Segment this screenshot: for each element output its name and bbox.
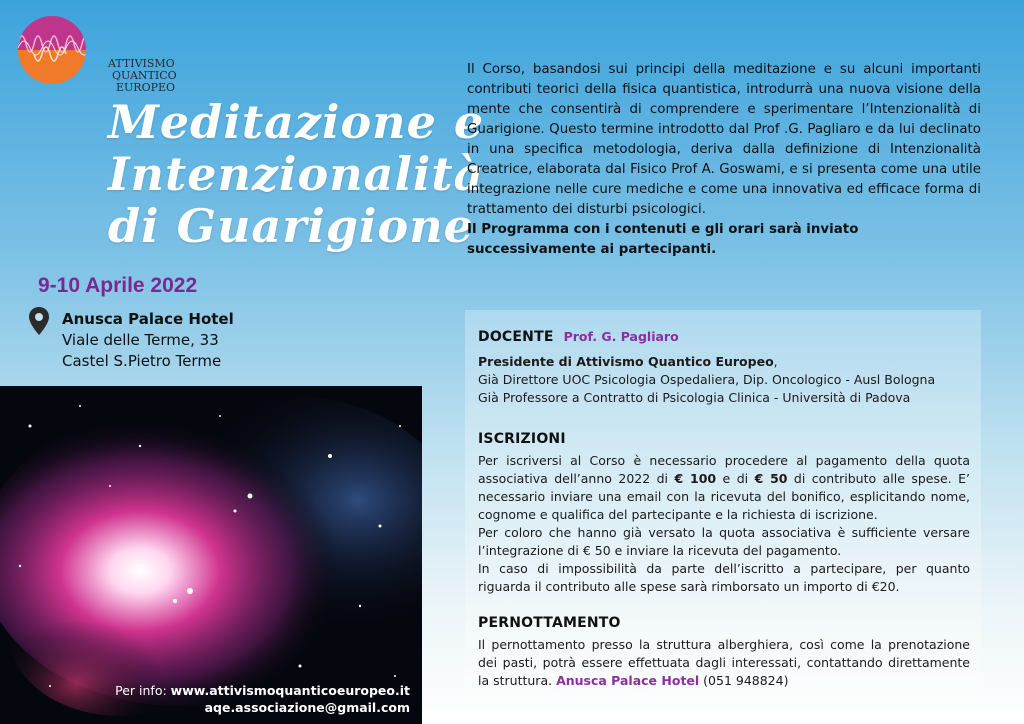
website-link[interactable]: www.attivismoquanticoeuropeo.it: [170, 683, 410, 698]
logo: [14, 14, 177, 94]
docente-heading: DOCENTE: [478, 329, 554, 345]
email-link[interactable]: aqe.associazione@gmail.com: [204, 700, 410, 715]
wave-circle-logo-icon: [14, 14, 94, 86]
event-title: [108, 95, 485, 253]
iscrizioni-section: [478, 430, 970, 596]
iscrizioni-heading: ISCRIZIONI: [478, 431, 566, 447]
docente-role-1-tail: ,: [773, 354, 778, 369]
iscrizioni-paragraph-2: Per coloro che hanno già versato la quota associativa è sufficiente versare l’integrazione di € 50 e inviare la ricevuta del pagamento.: [478, 525, 970, 558]
pernottamento-section: [478, 614, 970, 690]
program-note: Il Programma con i contenuti e gli orari sarà inviato successivamente ai partecipanti.: [467, 222, 859, 257]
docente-role-1: Presidente di Attivismo Quantico Europeo: [478, 354, 774, 369]
event-date: 9-10 Aprile 2022: [38, 274, 198, 297]
iscrizioni-text: e di: [716, 471, 755, 486]
docente-section: [478, 326, 974, 407]
logo-line: QUANTICO: [112, 69, 177, 82]
iscrizioni-paragraph-3: In caso di impossibilità da parte dell’iscritto a partecipare, per quanto riguarda il contributo alle spese sarà rimborsato un importo di €20.: [478, 561, 970, 594]
pernottamento-paragraph: [478, 636, 970, 690]
info-label: Per info:: [115, 683, 171, 698]
logo-line: ATTIVISMO: [108, 57, 175, 70]
venue-city: Castel S.Pietro Terme: [62, 352, 222, 370]
pernottamento-heading: PERNOTTAMENTO: [478, 615, 621, 631]
hotel-phone: (051 948824): [699, 673, 789, 688]
iscrizioni-text: Per iscriversi al Corso è necessario procedere al pagamento della quota associativa dell’anno 2022 di: [478, 453, 970, 486]
location-pin-icon: [28, 306, 50, 336]
docente-role-3: Già Professore a Contratto di Psicologia Clinica - Università di Padova: [478, 390, 911, 405]
info-website-line: [115, 682, 410, 699]
docente-role-2: Già Direttore UOC Psicologia Ospedaliera, Dip. Oncologico - Ausl Bologna: [478, 372, 936, 387]
iscrizioni-paragraph-1: [478, 452, 970, 524]
fee-amount: € 100: [674, 471, 717, 486]
venue: [62, 309, 234, 372]
contact-info: [115, 682, 410, 716]
title-line-3: di Guarigione: [108, 199, 474, 253]
docente-name: Prof. G. Pagliaro: [563, 329, 679, 344]
logo-line: EUROPEO: [116, 81, 176, 94]
title-line-2: Intenzionalità: [108, 147, 485, 201]
venue-address: Viale delle Terme, 33: [62, 331, 219, 349]
logo-wordmark: [108, 58, 177, 94]
iscrizioni-text: di contributo alle spese. E’ necessario inviare una email con la ricevuta del bonifico, esplicitando nome, cognome e qualifica del partecipante e la richiesta di iscrizione.: [478, 471, 970, 522]
hotel-name: Anusca Palace Hotel: [556, 673, 700, 688]
contribution-amount: € 50: [754, 471, 788, 486]
venue-name: Anusca Palace Hotel: [62, 310, 234, 328]
course-description: [467, 60, 981, 260]
nebula-illustration: [0, 386, 422, 724]
nebula-image: [0, 386, 422, 724]
pernottamento-text: Il pernottamento presso la struttura alberghiera, così come la prenotazione dei pasti, potrà essere effettuata dagli interessati, contattando direttamente la struttura.: [478, 637, 970, 688]
title-line-1: Meditazione e: [108, 95, 485, 149]
intro-paragraph: Il Corso, basandosi sui principi della meditazione e su alcuni importanti contributi teorici della fisica quantistica, introdurrà una nuova visione della mente che consentirà di comprendere e sperimentare l’Intenzionalità di Guarigione. Questo termine introdotto dal Prof .G. Pagliaro e da lui declinato in una specifica metodologia, deriva dalla definizione di Intenzionalità Creatrice, elaborata dal Fisico Prof A. Goswami, e si presenta come una utile integrazione nelle cure mediche e come una innovativa ed efficace forma di trattamento dei disturbi psicologici.: [467, 62, 981, 217]
